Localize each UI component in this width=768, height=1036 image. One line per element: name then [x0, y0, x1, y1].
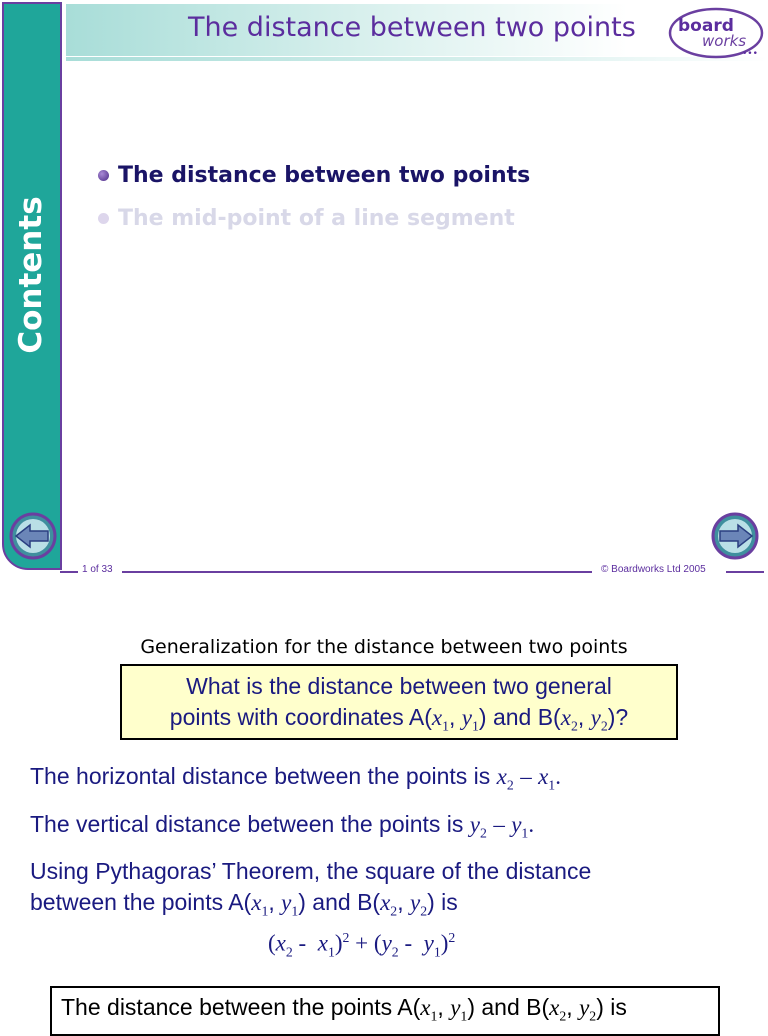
- pythagoras-text-line1: Using Pythagoras’ Theorem, the square of the distance: [30, 858, 592, 884]
- sidebar-label: Contents: [13, 196, 49, 354]
- bullet-icon: [98, 213, 109, 224]
- menu-item-label: The distance between two points: [118, 162, 531, 188]
- logo-dots: •••: [742, 49, 758, 59]
- boardworks-logo: [668, 6, 764, 60]
- menu-item-distance[interactable]: [98, 160, 530, 190]
- title-underline: [66, 57, 768, 61]
- bullet-icon: [98, 170, 109, 181]
- logo-line1: board: [678, 16, 734, 36]
- logo-line2: works: [702, 32, 747, 50]
- next-slide-button[interactable]: [710, 512, 760, 560]
- page-counter: 1 of 33: [82, 564, 113, 575]
- footer-rule-right: [726, 571, 764, 573]
- menu-item-label: The mid-point of a line segment: [118, 205, 515, 231]
- contents-menu: [98, 160, 530, 246]
- answer-box: The distance between the points $A(x_1$, $y_1$) and $B(x_2$, $y_2$) is: [50, 986, 720, 1036]
- footer-rule-left: [60, 571, 78, 573]
- pythagoras-text-line2: between the points $A(x_1$, $y_1$) and $B(x_2$, $y_2$) is: [30, 889, 458, 919]
- section-heading: Generalization for the distance between two points: [140, 636, 628, 658]
- vertical-distance-text: The vertical distance between the points is $y_2 - y_1$.: [30, 811, 535, 841]
- question-line2: points with coordinates $A(x_1$, $y_1$) and $B(x_2$, $y_2$)?: [169, 704, 629, 734]
- slide-title: The distance between two points: [188, 12, 636, 43]
- menu-item-midpoint[interactable]: [98, 203, 530, 233]
- previous-slide-button[interactable]: [8, 512, 58, 560]
- question-box: [120, 664, 678, 740]
- distance-squared-formula: $(x_2 - x_1)^2 + (y_2 - y_1)^2$: [268, 930, 456, 960]
- horizontal-distance-text: The horizontal distance between the points is $x_2 - x_1$.: [30, 763, 561, 793]
- footer-rule-middle: [122, 571, 592, 573]
- question-line1: What is the distance between two general: [186, 673, 612, 699]
- copyright-text: © Boardworks Ltd 2005: [601, 564, 706, 575]
